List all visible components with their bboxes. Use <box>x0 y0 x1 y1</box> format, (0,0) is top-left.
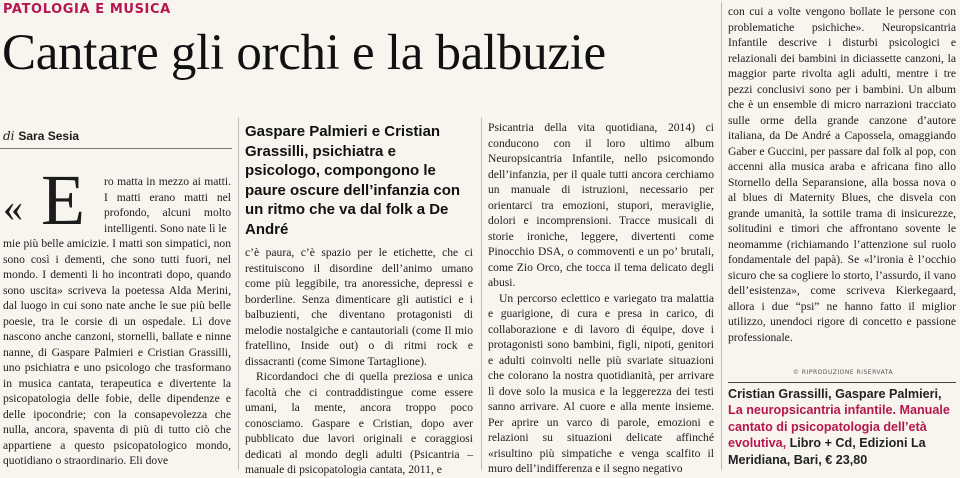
column-3-paragraph-2: Un percorso eclettico e variegato tra malattia e guarigione, di cura e presa in carico, di collaborazione e di lavoro di équipe, dove i protagonisti sono bambini, figli, nipoti, genitori e adulti coinvolti nelle più svariate situazioni che colorano la nostra quotidianità, per arrivare lì dove solo la musica e la leggerezza dei testi sanno arrivare. Al cuore e alla mente insieme. Per aprire un varco di parole, emozioni e relazioni su situazioni delicate affinché «risultino più simpatiche e venga scalfito il muro dell’indifferenza e il segno negativo <box>488 291 714 475</box>
column-4 <box>728 4 956 345</box>
byline <box>3 129 79 143</box>
column-3 <box>488 120 714 477</box>
book-infobox <box>728 386 956 468</box>
column-divider-3 <box>721 2 722 470</box>
infobox-authors: Cristian Grassilli, Gaspare Palmieri, <box>728 387 942 401</box>
byline-prefix: di <box>3 129 15 143</box>
lead-quote-mark: « <box>3 185 23 230</box>
lead-text: ro matta in mezzo ai matti. I matti erano matti nel profondo, alcuni molto intelligenti. Sono nate lì le <box>104 175 231 235</box>
byline-author: Sara Sesia <box>18 129 80 143</box>
drop-cap: E <box>41 160 85 240</box>
section-rubric: PATOLOGIA E MUSICA <box>3 2 171 17</box>
column-divider-1 <box>238 118 239 470</box>
article-deck: Gaspare Palmieri e Cristian Grassilli, psichiatra e psicologo, compongono le paure oscure dell’infanzia con un ritmo che va dal folk a De André <box>245 123 461 238</box>
copyright-notice: © RIPRODUZIONE RISERVATA <box>793 369 894 376</box>
column-3-paragraph-1: Psicantria della vita quotidiana, 2014) ci conducono con il loro ultimo album Neuropsicantria Infantile, nello psicomondo dell’infanzia, per il quale tutti ancora cerchiamo un manuale di istruzioni, necessario per orientarci tra emozioni, stupori, meraviglie, dolori e incomprensioni. Tracce musicali di storie ironiche, leggere, divertenti come Pinocchio DSA, o commoventi e un po’ brutali, come Zio Orco, che tocca il tema delicato degli abusi. <box>488 121 714 289</box>
lead-paragraph <box>3 160 231 240</box>
column-4-paragraph-1: con cui a volte vengono bollate le persone con problematiche psichiche». Neuropsicantria Infantile descrive i disturbi psicologici e relazionali dei bambini in diciassette canzoni, la maggior parte rivolta agli adulti, mentre i tre pezzi conclusivi sono per i bambini. Un album che è un ensemble di micro narrazioni tracciato sulle orme della grande canzone d’autore italiana, da De André a Capossela, omaggiando Gaber e Guccini, per passare dal folk al pop, con accenni alla musica araba e africana fino allo Stornello della Separansione, alla bossa nova o al blues di Maternity Blues, che disvela con grande umanità, la sottile trama di insicurezze, solitudini e timori che affrontano sovente le neomamme (richiamando l’attenzione sul ruolo fondamentale del papà). Se «l’ironia è l’occhio sicuro che sa cogliere lo storto, l’assurdo, il vano dell’esistenza», come scriveva Kierkegaard, allora i due “psi” ne hanno fatto il miglior utilizzo, unendoci rigore di concetto e passione professionale. <box>728 5 956 344</box>
column-1-text: mie più belle amicizie. I matti son simpatici, non sono così i dementi, che sono tutti fuori, nel mondo. I dementi li ho incontrati dopo, quando sono uscita» scriveva la poetessa Alda Merini, dal luogo in cui sono nate anche le sue più belle poesie, tra le corsie di un ospedale. Lì dove nascono anche canzoni, stornelli, ballate e ninne nanne, di Gaspare Palmieri e Cristian Grassilli, uno psichiatra e uno psicologo che trasformano in musica cantata, terapeutica e divertente la psicopatologia delle fobie, delle dipendenze e delle ipocondrie; con la consapevolezza che nulla, ancora, spaventa di più di tutto ciò che appartiene a questo psicopatologico mondo, quotidiano o straordinario. Eli dove <box>3 237 231 467</box>
column-divider-2 <box>481 118 482 470</box>
byline-rule <box>0 148 232 149</box>
column-2-paragraph-1: c’è paura, c’è spazio per le etichette, che ci restituiscono il disordine dell’animo umano come più leggibile, tra anoressiche, depressi e borderline. Senza dimenticare gli autistici e i balbuzienti, che diventano protagonisti di melodie nostalgiche e cantautoriali (come Il mio fratellino, Inside out) o di ritmi rock e dissacranti (come Simone Tartaglione). <box>245 246 473 368</box>
infobox-details: Libro + Cd, Edizioni La Meridiana, Bari, € 23,80 <box>728 436 926 467</box>
column-2-paragraph-2: Ricordandoci che di quella preziosa e unica facoltà che ci contraddistingue come essere umani, la mente, ancora troppo poco conosciamo. Gaspare e Cristian, dopo aver pubblicato due lavori originali e coraggiosi dedicati al mondo degli adulti (Psicantria – manuale di psicopatologia cantata, 2011, e <box>245 370 473 476</box>
infobox-rule <box>728 382 956 383</box>
column-2 <box>245 245 473 478</box>
article-headline: Cantare gli orchi e la balbuzie <box>2 25 606 81</box>
infobox-title: La neuropsicantria infantile. Manuale cantato di psicopatologia dell’età evolutiva, <box>728 403 950 451</box>
